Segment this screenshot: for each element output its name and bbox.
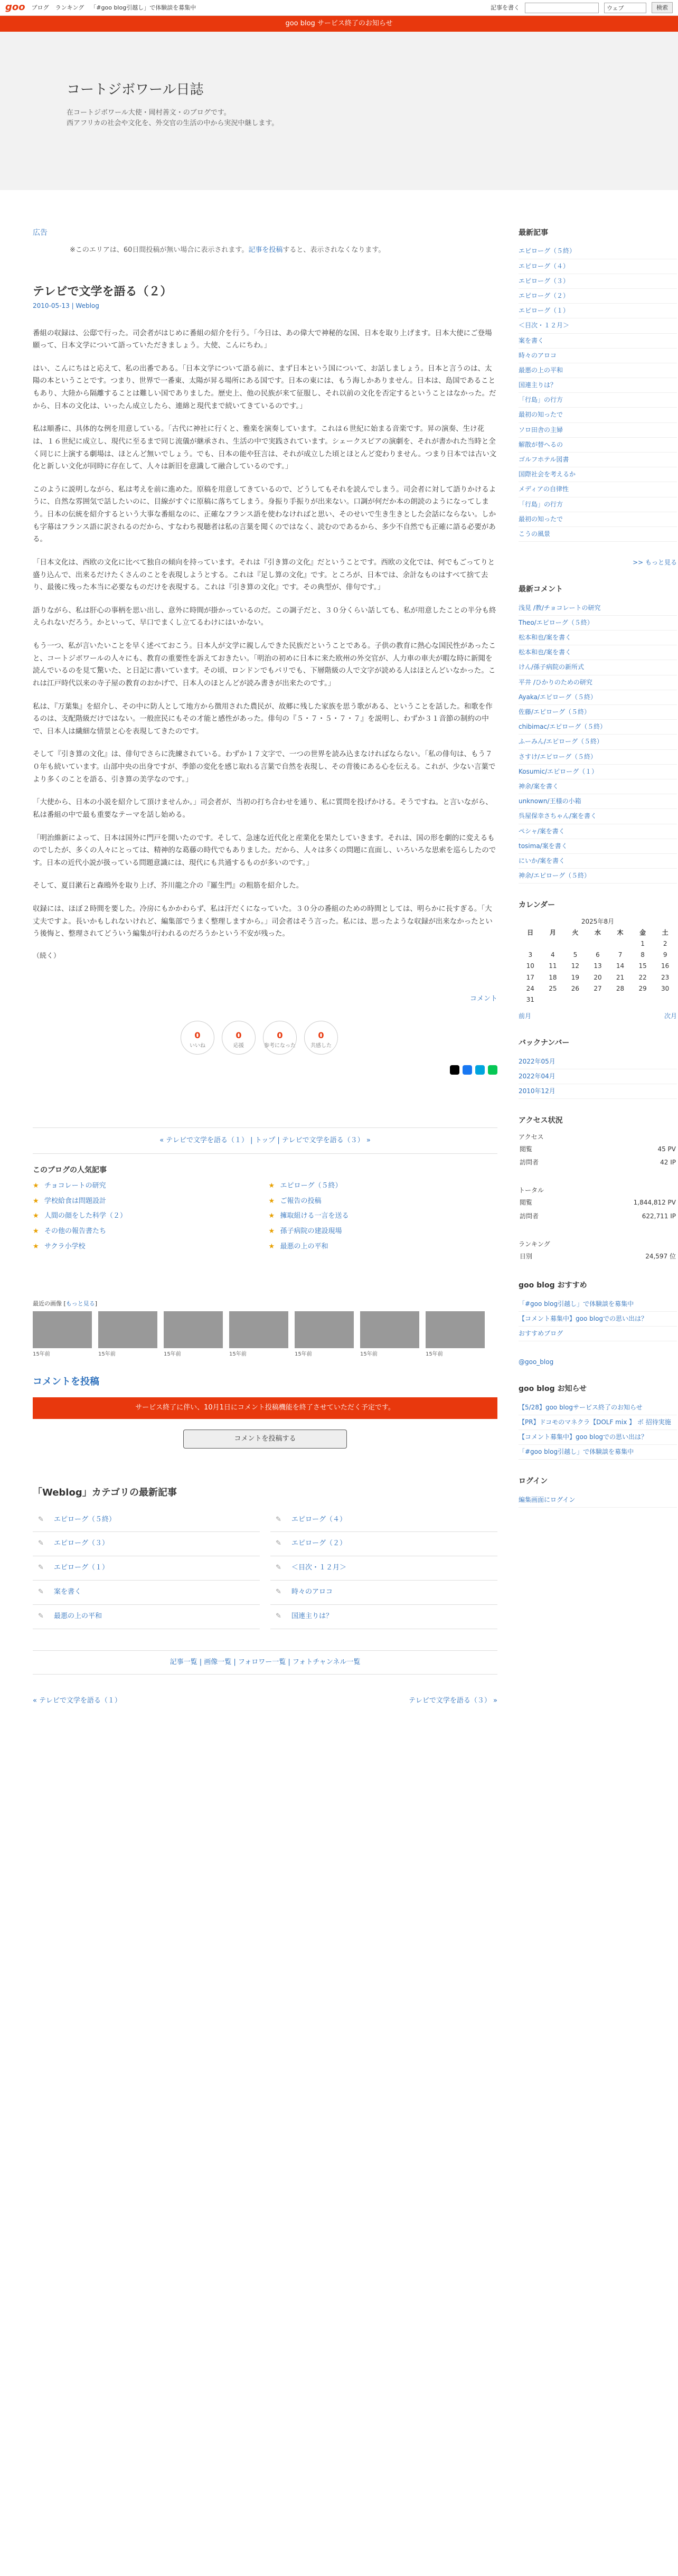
latest-item[interactable]: ✎ エピローグ（５終） <box>33 1508 260 1533</box>
recent-more-link[interactable]: >> もっと見る <box>633 559 677 567</box>
recent-comment-item[interactable]: 平井 /ひかりのための研究 <box>519 675 677 690</box>
recent-post-item[interactable]: ゴルフホテル図書 <box>519 453 677 467</box>
post-paragraph: 私は、『万葉集』を紹介し、その中に防人として地方から徴用された農民が、故郷に残した家族を思う歌がある、ということを話した。和歌を作るのは、支配階級だけではない。一般庶民にもその才能と感性があった。俳句の『５・７・５・７・７』を説明し、わずか３１音節の制約の中で、日本人は繊細な情景と心を表現してきたのです。 <box>33 702 493 736</box>
recent-post-item[interactable]: エピローグ（３） <box>519 274 677 289</box>
popular-item[interactable]: ★ 最悪の上の平和 <box>269 1242 498 1253</box>
popular-item[interactable]: ★ 学校給食は問題設計 <box>33 1196 262 1207</box>
recent-image[interactable] <box>33 1311 92 1359</box>
comment-link[interactable]: コメント <box>469 994 497 1003</box>
recent-post-item[interactable]: エピローグ（２） <box>519 289 677 304</box>
calendar-day-header: 日 <box>527 928 534 936</box>
calendar-day <box>587 995 609 1005</box>
recent-image-thumb[interactable] <box>295 1311 354 1348</box>
recent-image-thumb[interactable] <box>33 1311 92 1348</box>
post-paragraph: はい、こんにちはと応えて、私の出番である。「日本文学について語る前に、まず日本という国について、お話しましょう。日本と言うのは、太陽の本ということです。つまり、世界で一番東、太陽が昇る場所にある国です。日本の東には、もう海しかありません。日本は、島国であることもあり、大陸から隔離することは難しい国でありました。歴史上、他の民族が来て征服し、それ以前の文化を否定するということはなかった。だから、日本の文化は、いったん成立したら、連綿と現代まで続いてきているのです。」 <box>33 364 496 410</box>
top-bar <box>0 0 678 16</box>
post-body <box>33 327 497 941</box>
popular-item[interactable]: ★ エピローグ（５終） <box>269 1181 498 1192</box>
recent-post-item[interactable]: 案を書く <box>519 334 677 349</box>
latest-item[interactable]: ✎ 最悪の上の平和 <box>33 1605 260 1629</box>
recent-comment-item[interactable]: ペシャ/案を書く <box>519 824 677 839</box>
calendar-day[interactable]: 11 <box>549 962 557 970</box>
latest-item[interactable]: ✎ 国連主りは？ <box>270 1605 497 1629</box>
calendar-day[interactable]: 26 <box>571 984 580 992</box>
blog-header <box>0 32 678 190</box>
calendar-day <box>609 995 631 1005</box>
recent-post-item[interactable]: 最初の知ったで <box>519 512 677 527</box>
post-paragraph: 「明治維新によって、日本は国外に門戸を開いたのです。そして、急速な近代化と産業化を果たしていきます。それは、国の形を劇的に変えるものでしたが、多くの人々にとっては、精神的な葛藤の時代でもありました。だから、人々は多くの問題に直面し、いろいろな思索を巡らしたのです。日本の近代小説が扱っている問題意識には、現代にも共通するものが多いのです。」 <box>33 833 496 867</box>
calendar-day[interactable]: 1 <box>641 940 645 948</box>
recent-comment-item[interactable]: 神余/案を書く <box>519 779 677 794</box>
post-title: テレビで文学を語る（２） <box>33 285 172 299</box>
recent-comment-item[interactable]: ふーみん/エピローグ（５終） <box>519 735 677 749</box>
calendar-day[interactable]: 10 <box>526 962 534 970</box>
calendar-day[interactable]: 9 <box>663 951 667 959</box>
reaction-count: 0 <box>277 1030 283 1040</box>
post-comment-button[interactable]: コメントを投稿する <box>183 1430 347 1449</box>
calendar-day[interactable]: 4 <box>551 951 555 959</box>
recent-post-item[interactable]: 最悪の上の平和 <box>519 363 677 378</box>
calendar-day-header: 金 <box>639 928 646 936</box>
hatena-share-icon[interactable] <box>475 1065 485 1075</box>
calendar-day <box>587 939 609 949</box>
line-share-icon[interactable] <box>488 1065 497 1075</box>
reaction-count: 0 <box>194 1030 201 1040</box>
recent-post-item[interactable]: こうの風景 <box>519 527 677 542</box>
recent-comment-item[interactable]: 松本和也/案を書く <box>519 645 677 660</box>
post-paragraph: そして『引き算の文化』は、俳句でさらに洗練されている。わずか１７文字で、一つの世界を読み込まなければならない。「私の俳句は、もう７０年も続いています。山部中央の出身ですが、季節の変化を感じ取れる言葉で自然を表現し、その背後にある心を伝える。これが、少ない言葉でより多くのことを語る、引き算の美学なのです。」 <box>33 750 496 784</box>
calendar-day-header: 水 <box>594 928 601 936</box>
next-post-link[interactable]: テレビで文学を語る（３） » <box>409 1697 497 1705</box>
post-article-link[interactable]: 記事を投稿 <box>248 246 283 255</box>
popular-item[interactable]: ★ その他の報告書たち <box>33 1226 262 1237</box>
calendar-day[interactable]: 2 <box>663 940 667 948</box>
calendar-day <box>609 939 631 949</box>
recent-comment-item[interactable]: 佐藤/エピローグ（５終） <box>519 705 677 720</box>
recent-image-caption: 15年前 <box>426 1351 443 1358</box>
ad-label: 広告 <box>33 229 48 237</box>
calendar-day[interactable]: 31 <box>526 995 534 1003</box>
access-label: 訪問者 <box>520 1159 539 1167</box>
calendar-day[interactable]: 27 <box>594 984 602 992</box>
recent-images-title: 最近の画像 <box>33 1300 62 1307</box>
calendar-day-header: 土 <box>662 928 668 936</box>
latest-item[interactable]: ✎ エピローグ（１） <box>33 1556 260 1581</box>
goo-follow[interactable]: @goo_blog <box>519 1358 554 1366</box>
post-paragraph: 「日本文化は、西欧の文化に比べて独自の傾向を持っています。それは『引き算の文化』だということです。西欧の文化では、何でもごってりと盛り込んで、出来るだけたくさんのことを表現しようとする。これは『足し算の文化』です。ところが、日本では、余計なものはすべて捨て去り、最後に残った本当に必要なものだけを表現する。これは『引き算の文化』です。その典型が、俳句です。」 <box>33 558 495 592</box>
reaction-label: いいね <box>190 1043 205 1049</box>
recent-image-caption: 15年前 <box>164 1351 181 1358</box>
post-paragraph: 私は順番に、具体的な例を用意している。「古代に神社に行くと、雅楽を演奏しています。これは６世紀に始まる音楽です。昇の演奏、生け花は、１６世紀に成立し、現代に至るまで同じ流儀が継承され、生活の中で実践されています。シェークスピアの演劇を、それが書かれた当時と全く同じに上演する劇場は、ほとんど無いでしょう。でも、日本の能や狂言は、それが成立した頃とほとんど変わりません。つまり日本では古い文化と新しい文化が同時に存在して、人々は新旧を意識して融合しているのです。」 <box>33 425 497 471</box>
recent-images-more[interactable]: もっと見る <box>65 1300 95 1307</box>
recent-comment-item[interactable]: unknown/王様の小箱 <box>519 794 677 809</box>
calendar-day <box>564 939 586 949</box>
goo-info-item[interactable]: 「#goo blog引越し」で体験談を募集中 <box>519 1445 677 1460</box>
recent-image[interactable] <box>295 1311 354 1359</box>
reaction-label: 共感した <box>310 1043 332 1049</box>
latest-item[interactable]: ✎ エピローグ（３） <box>33 1532 260 1556</box>
prev-post-link[interactable]: « テレビで文学を語る（１） <box>33 1697 121 1705</box>
search-scope-select[interactable]: ウェブ <box>604 3 646 13</box>
calendar-day[interactable]: 19 <box>571 973 580 981</box>
recent-image-caption: 15年前 <box>229 1351 247 1358</box>
latest-item[interactable]: ✎ エピローグ（４） <box>270 1508 497 1533</box>
recent-post-item[interactable]: エピローグ（１） <box>519 304 677 318</box>
rank-subtitle: ランキング <box>519 1240 550 1248</box>
post-paragraph: 番組の収録は、公邸で行った。司会者がはじめに番組の紹介を行う。「今日は、あの偉大で神秘的な国、日本を取り上げます。日本大使にご登場願って、日本文学について語っていただきましょう。大使、こんにちわ。」 <box>33 328 492 350</box>
recent-post-item[interactable]: 「行島」の行方 <box>519 393 677 408</box>
calendar-day[interactable]: 6 <box>596 951 600 959</box>
access-label: 訪問者 <box>520 1212 539 1220</box>
recent-comment-item[interactable]: Theo/エピローグ（５終） <box>519 616 677 631</box>
calendar-prev[interactable]: 前月 <box>519 1012 532 1020</box>
backnumber-item[interactable]: 2010年12月 <box>519 1084 677 1099</box>
recent-image-thumb[interactable] <box>360 1311 419 1348</box>
goo-info-title: goo blog お知らせ <box>519 1385 587 1394</box>
ad-notice: ※このエリアは、60日間投稿が無い場合に表示されます。記事を投稿すると、表示されなくなります。 <box>70 246 385 255</box>
post-paragraph: もう一つ、私が言いたいことを早く述べておこう。日本人が文学に親しんできた民族だということである。子供の教育に熱心な国民性があったこと、コートジボワールの人々にも、教育の重要性を訴えておきたい。「明治の初めに日本に来た欧州の外交官が、人力車の車夫が暇な時に新聞を読んでいるのを見て驚いた、と日記に書いています。その頃、ロンドンでもパリでも、下層階級の人で文字が読める人はほとんどいなかった。これは江戸時代以来の寺子屋の教育のおかげで、日本人のほとんどが読み書きが出来たのです。」 <box>33 642 496 688</box>
calendar-day[interactable]: 23 <box>661 973 670 981</box>
recent-image-thumb[interactable] <box>98 1311 157 1348</box>
popular-item[interactable]: ★ チョコレートの研究 <box>33 1181 262 1192</box>
comment-section-title: コメントを投稿 <box>33 1376 99 1388</box>
recent-post-item[interactable]: 解散が替へるの <box>519 438 677 453</box>
service-end-notice[interactable]: goo blog サービス終了のお知らせ <box>0 16 678 32</box>
popular-item[interactable]: ★ 擁取組ける一言を送る <box>269 1211 498 1222</box>
reaction-button[interactable] <box>181 1021 214 1055</box>
access-title: アクセス状況 <box>519 1116 563 1125</box>
facebook-share-icon[interactable] <box>463 1065 472 1075</box>
calendar-day[interactable]: 30 <box>661 984 670 992</box>
calendar-month: 2025年8月 <box>581 917 615 925</box>
popular-item[interactable]: ★ 人間の顔をした科学（２） <box>33 1211 262 1222</box>
calendar-day[interactable]: 3 <box>528 951 533 959</box>
post-paragraph: 「大使から、日本の小説を紹介して頂けませんか。」司会者が、当初の打ち合わせを通り、私に質問を投げかける。そうですね。と言いながら、私は番組の中で最も重要なテーマを話し始める。 <box>33 798 493 819</box>
popular-title: このブログの人気記事 <box>33 1166 107 1175</box>
latest-category-posts <box>33 1486 497 1629</box>
goo-recommend-item[interactable]: 【コメント募集中】goo blogでの思い出は？ <box>519 1312 677 1327</box>
share-icons <box>33 1065 497 1075</box>
post-date: 2010-05-13 <box>33 302 70 310</box>
comment-end-notice[interactable]: サービス終了に伴い、10月1日にコメント投稿機能を終了させていただく予定です。 <box>33 1397 497 1419</box>
recent-image-thumb[interactable] <box>229 1311 288 1348</box>
blog-title[interactable]: コートジボワール日誌 <box>67 82 204 98</box>
recent-comment-item[interactable]: にいか/案を書く <box>519 854 677 869</box>
footer-links[interactable]: 記事一覧 | 画像一覧 | フォロワー一覧 | フォトチャンネル一覧 <box>33 1650 497 1675</box>
login-title: ログイン <box>519 1477 548 1486</box>
recent-post-item[interactable]: エピローグ（５終） <box>519 244 677 259</box>
access-value: 622,711 IP <box>642 1212 676 1220</box>
recent-images: 最近の画像 [もっと見る] <box>33 1300 98 1307</box>
recent-comment-item[interactable]: Kosumic/エピローグ（１） <box>519 765 677 779</box>
sidebar <box>519 227 677 1738</box>
calendar-day[interactable]: 13 <box>594 962 602 970</box>
post-meta: 2010-05-13 | Weblog <box>33 302 99 310</box>
write-post-link[interactable]: 記事を書く <box>491 4 520 11</box>
reaction-count: 0 <box>318 1030 324 1040</box>
recent-image-caption: 15年前 <box>33 1351 50 1358</box>
calendar-day[interactable]: 15 <box>638 962 647 970</box>
recent-comment-item[interactable]: tosima/案を書く <box>519 839 677 854</box>
popular-item[interactable]: ★ サクラ小学校 <box>33 1242 262 1253</box>
recent-comment-item[interactable]: けん/孫子病院の新所式 <box>519 660 677 675</box>
calendar-day <box>542 995 564 1005</box>
latest-item[interactable]: ✎ 時々のアロコ <box>270 1581 497 1605</box>
recent-post-item[interactable]: 最初の知ったで <box>519 408 677 422</box>
goo-info-item[interactable]: 【コメント募集中】goo blogでの思い出は？ <box>519 1430 677 1445</box>
search-button[interactable]: 検索 <box>652 2 673 14</box>
post-category[interactable]: Weblog <box>76 302 99 310</box>
calendar-day-header: 月 <box>549 928 556 936</box>
reaction-button[interactable] <box>304 1021 338 1055</box>
calendar-day[interactable]: 28 <box>616 984 625 992</box>
calendar-day[interactable]: 16 <box>661 962 670 970</box>
calendar-title: カレンダー <box>519 901 555 910</box>
calendar-day[interactable]: 20 <box>594 973 602 981</box>
recent-post-item[interactable]: ソロ田舎の主婦 <box>519 423 677 438</box>
calendar-day <box>632 995 654 1005</box>
recent-comment-item[interactable]: chibimac/エピローグ（５終） <box>519 720 677 735</box>
recent-comment-item[interactable]: 浅見 /教/チョコレートの研究 <box>519 601 677 616</box>
backnumber-title: バックナンバー <box>519 1039 570 1048</box>
comment-section <box>33 1375 497 1449</box>
calendar-day[interactable]: 21 <box>616 973 625 981</box>
blog-description: 在コートジボワール大使・岡村善文・のブログです。 <box>67 108 231 117</box>
goo-logo[interactable]: goo <box>5 2 25 13</box>
reaction-label: 参考になった <box>264 1043 296 1049</box>
calendar <box>519 899 677 1021</box>
reaction-button[interactable] <box>222 1021 256 1055</box>
recent-image[interactable] <box>229 1311 288 1359</box>
calendar-day[interactable]: 5 <box>573 951 578 959</box>
access-value: 45 PV <box>657 1145 676 1153</box>
recent-post-item[interactable]: 時々のアロコ <box>519 349 677 363</box>
calendar-next[interactable]: 次月 <box>664 1012 677 1020</box>
search-input[interactable] <box>525 3 599 13</box>
access-label: 閲覧 <box>520 1199 533 1207</box>
recent-image[interactable] <box>360 1311 419 1359</box>
calendar-day-header: 火 <box>572 928 579 936</box>
goo-recommend-item[interactable]: おすすめブログ <box>519 1327 677 1341</box>
recent-image-thumb[interactable] <box>426 1311 485 1348</box>
recent-image[interactable] <box>426 1311 485 1359</box>
top-nav-ranking[interactable]: ランキング <box>55 4 84 11</box>
reaction-count: 0 <box>236 1030 242 1040</box>
calendar-day-header: 木 <box>617 928 624 936</box>
top-nav-blog[interactable]: ブログ <box>31 4 49 11</box>
goo-recommend-title: goo blog おすすめ <box>519 1281 587 1290</box>
recent-post-item[interactable]: 国連主りは？ <box>519 378 677 393</box>
backnumber-item[interactable]: 2022年05月 <box>519 1055 677 1069</box>
calendar-day[interactable]: 8 <box>641 951 645 959</box>
calendar-day <box>564 995 586 1005</box>
calendar-day <box>654 995 676 1005</box>
post-paragraph: そして、夏目漱石と森鴎外を取り上げ、芥川龍之介の『羅生門』の粗筋を紹介した。 <box>33 881 304 890</box>
to-be-continued: （続く） <box>33 952 61 960</box>
popular-item[interactable]: ★ 孫子病院の建設現場 <box>269 1226 498 1237</box>
recent-image[interactable] <box>98 1311 157 1359</box>
latest-item[interactable]: ✎ エピローグ（２） <box>270 1532 497 1556</box>
access-subtitle: アクセス <box>519 1133 544 1141</box>
latest-item[interactable]: ✎ 案を書く <box>33 1581 260 1605</box>
access-value: 24,597 位 <box>645 1253 676 1261</box>
access-stats <box>519 1115 677 1264</box>
popular-posts <box>33 1164 497 1256</box>
access-value: 42 IP <box>660 1159 676 1167</box>
main-column <box>33 227 497 1738</box>
recent-image-caption: 15年前 <box>360 1351 378 1358</box>
recent-image-caption: 15年前 <box>295 1351 312 1358</box>
post-paragraph: このように説明しながら、私は考えを前に進めた。原稿を用意してきているので、どうしてもそれを読んでしまう。司会者に対して語りかけるように、自然な雰囲気で話したいのに、目線がすぐに原稿に落ちてしまう。身振り手振りが出来ない。口調が何だか本の朗読のようになってしまう。日本の伝統を紹介するという大事な番組なのに、正確なフランス語を使わなければと思い、そのせいで生き生きとした会話にならない。しかも字幕はフランス語に訳されるのだから、すなわち視聴者は私の言葉を聞くのではなく、読むのであるから、多少不自然でも正確に語る必要がある。 <box>33 485 496 544</box>
post-pager[interactable]: « テレビで文学を語る（１） | トップ | テレビで文学を語る（３） » <box>33 1127 497 1154</box>
backnumber-item[interactable]: 2022年04月 <box>519 1069 677 1084</box>
calendar-day[interactable]: 17 <box>526 973 534 981</box>
recent-post-item[interactable]: メディアの自律性 <box>519 482 677 497</box>
bottom-nav <box>33 1696 497 1707</box>
recent-image[interactable] <box>164 1311 223 1359</box>
recent-comment-item[interactable]: 松本和也/案を書く <box>519 631 677 645</box>
recent-posts-title: 最新記事 <box>519 229 548 237</box>
recent-comment-item[interactable]: 神余/エピローグ（５終） <box>519 869 677 883</box>
calendar-day <box>520 939 541 949</box>
goo-info-item[interactable]: 【5/28】goo blogサービス終了のお知らせ <box>519 1400 677 1415</box>
goo-info-item[interactable]: 【PR】ドコモのマネクラ【DOLF mix 】 ボ 招待実施 <box>519 1415 677 1430</box>
post-paragraph: 語りながら、私は肝心の事柄を思い出し、意外に時間が掛かっているのだ。この調子だと、３０分くらい話しても、私が用意したことの半分も終えられないだろう。かといって、早口でまくし立てるわけにはいかない。 <box>33 606 496 627</box>
recent-image-caption: 15年前 <box>98 1351 116 1358</box>
recent-comment-item[interactable]: さすけ/エピローグ（５終） <box>519 750 677 765</box>
reaction-label: 応援 <box>233 1043 244 1049</box>
reaction-buttons <box>181 1021 497 1055</box>
calendar-day[interactable]: 7 <box>618 951 623 959</box>
access-label: 日別 <box>520 1253 533 1261</box>
x-share-icon[interactable] <box>450 1065 459 1075</box>
calendar-day[interactable]: 14 <box>616 962 625 970</box>
popular-item[interactable]: ★ ご報告の投稿 <box>269 1196 498 1207</box>
calendar-day[interactable]: 18 <box>549 973 557 981</box>
access-label: 閲覧 <box>520 1145 533 1153</box>
login-link[interactable]: 編集画面にログイン <box>519 1493 677 1508</box>
total-subtitle: トータル <box>519 1187 544 1195</box>
calendar-day[interactable]: 12 <box>571 962 580 970</box>
access-value: 1,844,812 PV <box>633 1199 676 1207</box>
calendar-day <box>542 939 564 949</box>
calendar-day[interactable]: 22 <box>638 973 647 981</box>
latest-title: 「Weblog」カテゴリの最新記事 <box>33 1487 177 1498</box>
recent-post-item[interactable]: 国際社会を考えるか <box>519 467 677 482</box>
recent-comment-item[interactable]: 呉屋保幸さちゃん/案を書く <box>519 809 677 824</box>
recent-image-thumb[interactable] <box>164 1311 223 1348</box>
recent-comment-item[interactable]: Ayaka/エピローグ（５終） <box>519 690 677 705</box>
recent-post-item[interactable]: 「行島」の行方 <box>519 497 677 512</box>
calendar-day[interactable]: 24 <box>526 984 534 992</box>
top-nav-campaign[interactable]: 「#goo blog引越し」で体験談を募集中 <box>90 4 196 11</box>
recent-comments-title: 最新コメント <box>519 585 563 594</box>
blog-description-2: 西アフリカの社会や文化を、外交官の生活の中から実況中継します。 <box>67 119 279 128</box>
recent-post-item[interactable]: ＜目次・１２月＞ <box>519 318 677 333</box>
recent-post-item[interactable]: エピローグ（４） <box>519 259 677 274</box>
calendar-day[interactable]: 25 <box>549 984 557 992</box>
calendar-day[interactable]: 29 <box>638 984 647 992</box>
reaction-button[interactable] <box>263 1021 297 1055</box>
post-paragraph: 収録には、ほぼ２時間を要した。冷房にもかかわらず、私は汗だくになっていた。３０分の番組のための時間としては、明らかに長すぎる。「大丈夫ですよ。長いかもしれないけれど、編集部でうまく整理しますから。」司会者はそう言った。私には、思ったような収録が出来なかったという後悔と、整理されてどういう編集が行われるのだろうかという不安が残った。 <box>33 905 493 938</box>
latest-item[interactable]: ✎ ＜目次・１２月＞ <box>270 1556 497 1581</box>
goo-recommend-item[interactable]: 「#goo blog引越し」で体験談を募集中 <box>519 1297 677 1312</box>
